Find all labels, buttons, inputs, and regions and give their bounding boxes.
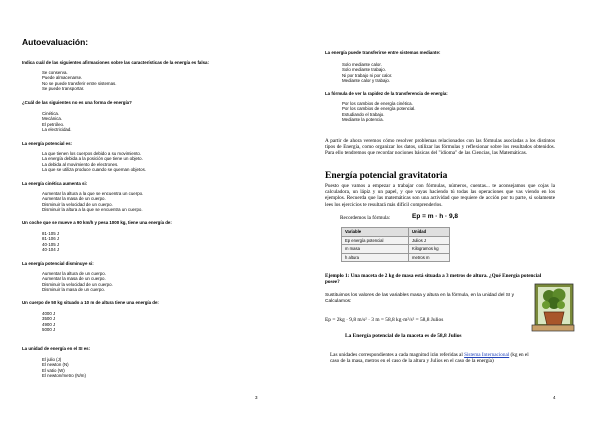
option: Cinética. xyxy=(42,111,60,116)
body-paragraph: Puesto que vamos a empezar a trabajar con fórmulas, números, cuentas... te aconsejamos que cojas la calculadora, un lápiz y un papel, y que vayas haciendo tú todas las operaciones que vas viendo en los ejemplos. Recuerda que las matemáticas son una actividad que requiere de acción por tu parte, si solamente lees los ejercicios te resultará más difícil comprenderlos. xyxy=(325,183,555,208)
table-cell: Julios J xyxy=(409,236,450,245)
question-10: La fórmula de ver la rapidez de la transferencia de energía: xyxy=(325,91,448,96)
option: 81·105 J xyxy=(42,231,60,236)
formula: Ep = m · h · 9,8 xyxy=(412,213,459,220)
option: 40·105 J xyxy=(42,241,60,247)
variables-table xyxy=(341,227,450,262)
option: Se conserva. xyxy=(42,70,68,75)
option: La que se utiliza produce cuando se queman objetos. xyxy=(42,166,146,172)
substitution-text: Sustituimos los valores de las variables masa y altura en la fórmula, en la unidad del SI y Calculamos: xyxy=(325,293,515,304)
option: Se puede transportar. xyxy=(42,85,85,91)
option: La electricidad. xyxy=(42,126,72,132)
option: Solo mediante trabajo. xyxy=(342,67,386,73)
table-cell: Ep energía potencial xyxy=(342,236,409,245)
question-7: Un cuerpo de 50 kg situado a 10 m de altura tiene una energía de: xyxy=(22,300,159,305)
option: Aumentar la altura de un cuerpo. xyxy=(42,271,106,276)
option: 81·106 J xyxy=(42,236,60,242)
option: Aumentar la masa de un cuerpo. xyxy=(42,276,106,282)
result-text: La Energía potencial de la maceta es de 58,8 Julios xyxy=(345,333,462,339)
units-paragraph xyxy=(330,352,530,364)
option: Disminuir la velocidad de un cuerpo. xyxy=(42,201,113,207)
table-row xyxy=(342,236,450,245)
option: El julio (J) xyxy=(42,357,62,362)
table-row xyxy=(342,245,450,254)
option: El vatio (W) xyxy=(42,367,65,373)
option: 5000 J xyxy=(42,326,56,332)
question-3: La energía potencial es: xyxy=(22,141,73,146)
table-header: Variable xyxy=(342,228,409,237)
option: 4900 J xyxy=(42,321,56,327)
window-sill xyxy=(532,325,574,331)
question-1: Indica cuál de las siguientes afirmaciones sobre las características de la energía es falsa: xyxy=(22,60,209,65)
option: Disminuir la masa de un cuerpo. xyxy=(42,286,105,292)
question-6: La energía potencial disminuye si: xyxy=(22,261,94,266)
section-heading: Energía potencial gravitatoria xyxy=(325,171,448,181)
intro-paragraph: A partir de ahora veremos cómo resolver problemas relacionados con las fórmulas asociadas a los distintos tipos de Energía, como organizar los datos, utilizar las fórmulas y reflexionar sobre los resultados obtenidos. Para ello tendremos que recordar nociones básicas del "idioma" de las Ciencias, las Matemáticas. xyxy=(325,138,555,157)
option: Ni por trabajo ni por calor. xyxy=(342,72,393,78)
option: El newton (N) xyxy=(42,362,69,368)
option: La energía debida a la posición que tiene un objeto. xyxy=(42,156,143,162)
option: El newton/metro (N/m) xyxy=(42,372,86,378)
option: 3500 J xyxy=(42,316,56,322)
units-text: Las unidades correspondientes a cada magnitud irán referidas al xyxy=(330,352,465,358)
option: Disminuir la altura a la que se encuentra un cuerpo. xyxy=(42,206,143,212)
example-heading: Ejemplo 1: Una maceta de 2 kg de masa está situada a 3 metros de altura. ¿Qué Energía potencial posee? xyxy=(325,273,542,286)
option: Aumentar la masa de un cuerpo. xyxy=(42,196,106,202)
flower-pot xyxy=(544,312,564,325)
option: El petróleo. xyxy=(42,121,65,127)
option: 40·104 J xyxy=(42,246,60,252)
option: Aumentar la altura a la que se encuentra un cuerpo. xyxy=(42,191,144,196)
page-number: 3 xyxy=(255,395,258,400)
page-title: Autoevaluación: xyxy=(22,37,89,47)
option: Mediante calor y trabajo. xyxy=(342,77,391,83)
options-10 xyxy=(342,101,415,122)
options-9 xyxy=(342,62,392,83)
option: 4000 J xyxy=(42,311,56,316)
table-cell: Kilogramos kg xyxy=(409,245,450,254)
units-text: (kg en el caso de la masa, metros en el caso de la altura y Julios en el caso de la energía) xyxy=(330,352,529,365)
table-cell: metros m xyxy=(409,253,450,262)
option: Estudiando el trabajo. xyxy=(342,111,385,117)
option: La debida al movimiento de electrones. xyxy=(42,161,119,167)
question-2: ¿Cuál de las siguientes no es una forma de energía? xyxy=(22,100,132,105)
option: La que tienen los cuerpos debido a su movimiento. xyxy=(42,151,142,156)
table-header: Unidad xyxy=(409,228,450,237)
option: Mecánica. xyxy=(42,116,63,122)
leaf xyxy=(557,301,565,309)
question-4: La energía cinética aumenta si: xyxy=(22,181,88,186)
option: Mediante la potencia. xyxy=(342,116,384,122)
energy-calculation: Ep = 2kg · 9,8 m/s² · 3 m = 58,8 kg·m²/s² = 58,8 Julios xyxy=(325,317,444,323)
sistema-internacional-link[interactable]: Sistema Internacional xyxy=(464,352,510,358)
question-8: La unidad de energía en el SI es: xyxy=(22,346,91,351)
option: Por los cambios de energía potencial. xyxy=(342,106,416,112)
flower-pot-illustration xyxy=(530,283,576,335)
option: Solo mediante calor. xyxy=(342,62,382,67)
option: Puede almacenarse. xyxy=(42,75,83,81)
option: Por los cambios de energía cinética. xyxy=(342,101,413,106)
page-number: 4 xyxy=(553,395,556,400)
table-header-row xyxy=(342,228,450,237)
table-cell: m masa xyxy=(342,245,409,254)
leaf xyxy=(542,301,550,309)
formula-label: Recordemos la fórmula: xyxy=(340,215,391,221)
question-9: La energía puede transferirse entre sistemas mediante: xyxy=(325,50,441,55)
question-5: Un coche que se mueve a 90 km/h y pesa 1000 kg, tiene una energía de: xyxy=(22,220,172,225)
option: No se puede transferir entre sistemas. xyxy=(42,80,117,86)
table-cell: h altura xyxy=(342,253,409,262)
table-row xyxy=(342,253,450,262)
option: Disminuir la velocidad de un cuerpo. xyxy=(42,281,113,287)
